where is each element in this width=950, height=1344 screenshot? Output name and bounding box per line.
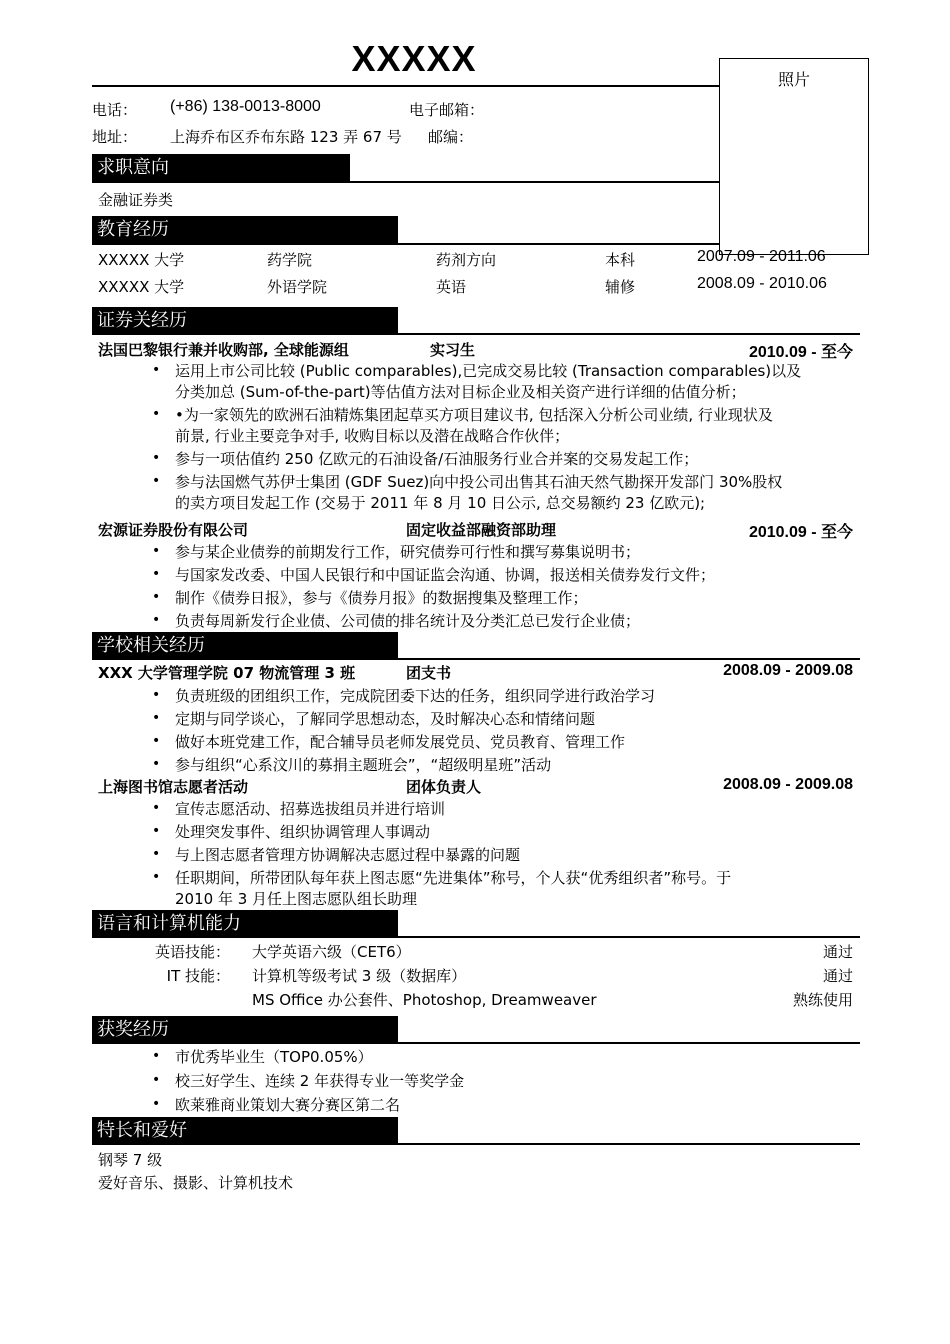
award-item: 欧莱雅商业策划大赛分赛区第二名 — [175, 1096, 401, 1114]
skill-label: 英语技能： — [154, 943, 230, 961]
experience-dates: 2008.09 - 2009.08 — [723, 776, 853, 793]
bullet-dot: • — [152, 473, 161, 489]
bullet-text: 2010 年 3 月任上图志愿队组长助理 — [175, 890, 418, 908]
section-divider — [92, 1143, 860, 1145]
experience-dates: 2008.09 - 2009.08 — [723, 662, 853, 679]
resume-name: XXXXX — [351, 38, 477, 79]
bullet-dot: • — [152, 1048, 161, 1064]
bullet-text: 负责每周新发行企业债、公司债的排名统计及分类汇总已发行企业债； — [175, 612, 641, 630]
bullet-text: 前景, 行业主要竞争对手, 收购目标以及潜在战略合作伙伴； — [175, 427, 570, 445]
section-title-hobbies: 特长和爱好 — [92, 1117, 398, 1144]
bullet-dot: • — [152, 710, 161, 726]
education-degree: 辅修 — [605, 278, 636, 296]
experience-dates: 2010.09 - 至今 — [748, 524, 853, 541]
experience-org: 上海图书馆志愿者活动 — [98, 778, 249, 796]
skill-item: 计算机等级考试 3 级（数据库） — [252, 967, 467, 985]
skill-item: 大学英语六级（CET6） — [252, 943, 411, 961]
bullet-text: 做好本班党建工作，配合辅导员老师发展党员、党员教育、管理工作 — [175, 733, 626, 751]
bullet-dot: • — [152, 1096, 161, 1112]
section-title-education: 教育经历 — [92, 216, 398, 243]
hobby-item: 爱好音乐、摄影、计算机技术 — [98, 1174, 294, 1192]
bullet-dot: • — [152, 589, 161, 605]
zip-label: 邮编： — [428, 128, 474, 146]
bullet-text: 的卖方项目发起工作 (交易于 2011 年 8 月 10 日公示, 总交易额约 23 亿欧元); — [175, 494, 706, 512]
education-major: 英语 — [436, 278, 467, 296]
bullet-dot: • — [152, 687, 161, 703]
skill-level: 通过 — [822, 967, 853, 985]
experience-role: 团体负责人 — [406, 778, 482, 796]
phone-value: (+86) 138-0013-8000 — [170, 98, 321, 115]
email-label: 电子邮箱： — [409, 101, 485, 119]
education-dates: 2008.09 - 2010.06 — [697, 275, 827, 292]
skill-level: 通过 — [822, 943, 853, 961]
education-college: 外语学院 — [267, 278, 328, 296]
bullet-dot: • — [152, 362, 161, 378]
section-divider — [92, 658, 860, 660]
bullet-dot: • — [152, 733, 161, 749]
education-school: XXXXX 大学 — [98, 278, 185, 296]
experience-role: 团支书 — [406, 664, 452, 682]
bullet-text: 分类加总 (Sum-of-the-part)等估值方法对目标企业及相关资产进行详细的估值分析； — [175, 383, 746, 401]
bullet-dot: • — [152, 612, 161, 628]
bullet-dot: • — [152, 543, 161, 559]
section-divider — [92, 333, 860, 335]
bullet-dot: • — [152, 1072, 161, 1088]
bullet-text: 参与法国燃气苏伊士集团 (GDF Suez)向中投公司出售其石油天然气勘探开发部门 30%股权 — [175, 473, 783, 491]
photo-placeholder — [719, 58, 869, 255]
bullet-text: 任职期间，所带团队每年获上图志愿“先进集体”称号，个人获“优秀组织者”称号。于 — [175, 869, 732, 887]
experience-dates: 2010.09 - 至今 — [748, 344, 853, 361]
bullet-text: 运用上市公司比较 (Public comparables),已完成交易比较 (Transaction comparables)以及 — [175, 362, 802, 380]
bullet-dot: • — [152, 566, 161, 582]
bullet-dot: • — [152, 800, 161, 816]
section-title-securities: 证券关经历 — [92, 307, 398, 334]
bullet-text: •为一家领先的欧洲石油精炼集团起草买方项目建议书, 包括深入分析公司业绩, 行业现状及 — [175, 406, 773, 424]
bullet-dot: • — [152, 869, 161, 885]
bullet-text: 负责班级的团组织工作，完成院团委下达的任务，组织同学进行政治学习 — [175, 687, 656, 705]
phone-label: 电话： — [92, 101, 138, 119]
hobby-item: 钢琴 7 级 — [98, 1151, 163, 1169]
award-item: 校三好学生、连续 2 年获得专业一等奖学金 — [175, 1072, 465, 1090]
education-dates: 2007.09 - 2011.06 — [697, 248, 826, 265]
bullet-text: 参与一项估值约 250 亿欧元的石油设备/石油服务行业合并案的交易发起工作； — [175, 450, 699, 468]
address-label: 地址： — [92, 128, 138, 146]
skill-item: MS Office 办公套件、Photoshop, Dreamweaver — [252, 991, 597, 1009]
experience-org: 法国巴黎银行兼并收购部, 全球能源组 — [98, 341, 349, 359]
objective-value: 金融证券类 — [98, 191, 174, 209]
address-value: 上海乔布区乔布东路 123 弄 67 号 — [170, 128, 402, 146]
bullet-text: 制作《债券日报》，参与《债券月报》的数据搜集及整理工作； — [175, 589, 588, 607]
experience-role: 实习生 — [430, 341, 476, 359]
bullet-text: 定期与同学谈心，了解同学思想动态，及时解决心态和情绪问题 — [175, 710, 596, 728]
bullet-dot: • — [152, 756, 161, 772]
education-school: XXXXX 大学 — [98, 251, 185, 269]
section-divider — [92, 181, 720, 183]
experience-org: 宏源证券股份有限公司 — [98, 521, 249, 539]
experience-role: 固定收益部融资部助理 — [406, 521, 557, 539]
education-degree: 本科 — [605, 251, 636, 269]
section-title-objective: 求职意向 — [92, 154, 350, 181]
bullet-text: 参与某企业债券的前期发行工作，研究债券可行性和撰写募集说明书； — [175, 543, 641, 561]
section-title-awards: 获奖经历 — [92, 1016, 398, 1043]
award-item: 市优秀毕业生（TOP0.05%） — [175, 1048, 373, 1066]
section-title-skills: 语言和计算机能力 — [92, 910, 398, 937]
section-divider — [92, 243, 720, 245]
section-divider — [92, 936, 860, 938]
bullet-text: 参与组织“心系汶川的募捐主题班会”，“超级明星班”活动 — [175, 756, 552, 774]
bullet-text: 宣传志愿活动、招募选拔组员并进行培训 — [175, 800, 446, 818]
photo-label: 照片 — [777, 70, 810, 89]
section-divider — [92, 1042, 860, 1044]
bullet-dot: • — [152, 450, 161, 466]
skill-label: IT 技能： — [166, 967, 230, 985]
education-major: 药剂方向 — [436, 251, 497, 269]
bullet-dot: • — [152, 846, 161, 862]
section-title-school: 学校相关经历 — [92, 632, 398, 659]
bullet-text: 处理突发事件、组织协调管理人事调动 — [175, 823, 431, 841]
bullet-text: 与上图志愿者管理方协调解决志愿过程中暴露的问题 — [175, 846, 521, 864]
header-divider — [92, 85, 720, 87]
skill-level: 熟练使用 — [792, 991, 853, 1009]
experience-org: XXX 大学管理学院 07 物流管理 3 班 — [98, 664, 356, 682]
bullet-dot: • — [152, 406, 161, 422]
bullet-text: 与国家发改委、中国人民银行和中国证监会沟通、协调，报送相关债券发行文件； — [175, 566, 716, 584]
bullet-dot: • — [152, 823, 161, 839]
education-college: 药学院 — [267, 251, 313, 269]
